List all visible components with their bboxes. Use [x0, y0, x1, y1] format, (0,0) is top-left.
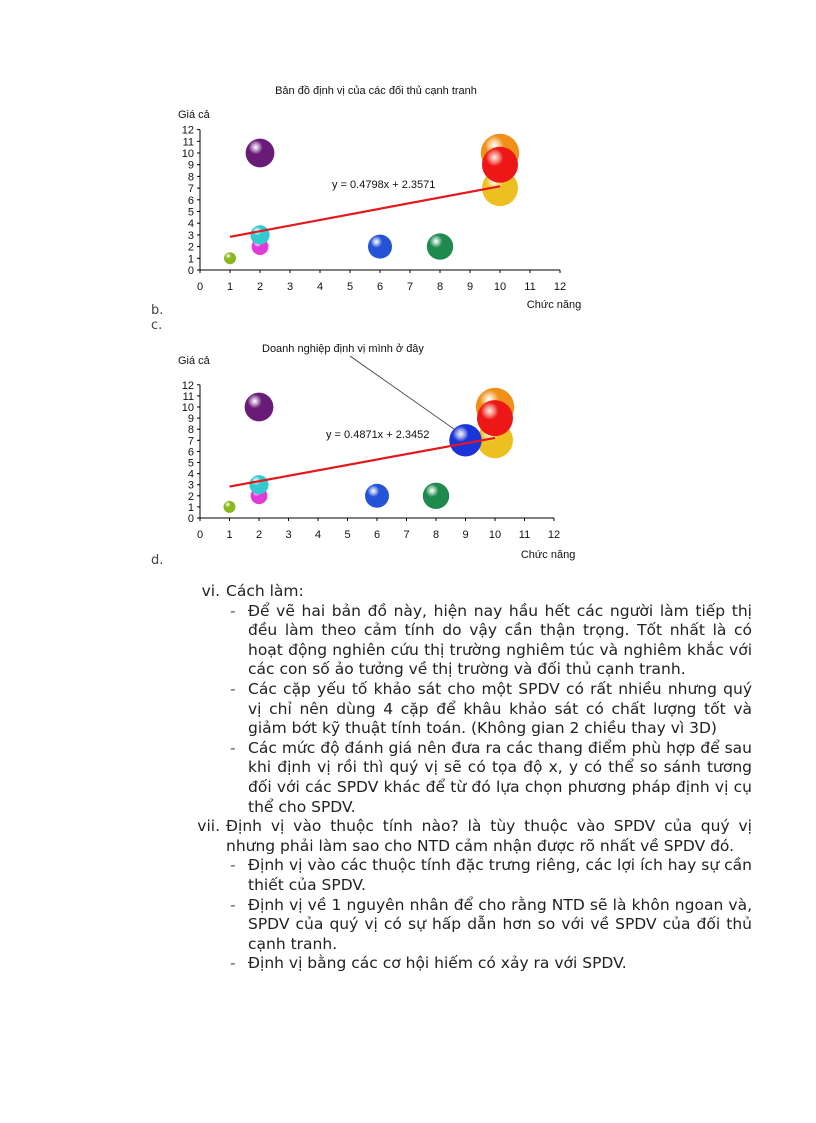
y-tick-label: 8: [187, 171, 194, 184]
positioning-chart-d: [150, 338, 610, 568]
bubble-blue: [368, 235, 392, 259]
x-tick-label: 2: [256, 281, 264, 293]
annotation-label: Doanh nghiệp định vị mình ở đây: [262, 343, 424, 355]
y-tick-label: 0: [187, 513, 194, 525]
x-tick-label: 3: [286, 281, 294, 293]
y-tick-label: 10: [181, 402, 194, 414]
x-axis-label: Chức năng: [520, 549, 576, 561]
chart-title: Bản đồ định vị của các đối thủ cạnh tranh: [275, 85, 477, 97]
label-d: d.: [151, 553, 164, 568]
bubble-cyan: [249, 475, 268, 494]
list-item-text: Các mức độ đánh giá nên đưa ra các thang điểm phù hợp để sau khi định vị rồi thì quý vị sẽ có tọa độ x, y có thể so sánh tương đối với các SPDV khác để từ đó lựa chọn phương pháp định vị cụ thể cho SPDV.: [248, 738, 752, 816]
list-item-text: Định vị vào các thuộc tính đặc trưng riêng, các lợi ích hay sự cần thiết của SPDV.: [248, 856, 752, 894]
list-item: - Định vị về 1 nguyên nhân để cho rằng NTD sẽ là khôn ngoan và, SPDV của quý vị có sự hấp dẫn hơn so với về SPDV của đối thủ cạnh tranh.: [230, 895, 752, 953]
list-item: - Định vị vào các thuộc tính đặc trưng riêng, các lợi ích hay sự cần thiết của SPDV.: [230, 856, 752, 894]
x-tick-label: 1: [226, 529, 233, 541]
y-tick-label: 11: [182, 136, 194, 149]
x-tick-label: 8: [436, 281, 444, 293]
x-tick-label: 12: [547, 529, 561, 541]
item-title: Cách làm:: [226, 582, 304, 600]
label-b: b.: [151, 303, 164, 318]
trendline-equation: y = 0.4798x + 2.3571: [332, 179, 436, 191]
x-tick-label: 6: [376, 281, 384, 293]
x-tick-label: 9: [462, 529, 469, 541]
y-tick-label: 3: [187, 229, 194, 242]
x-tick-label: 4: [316, 281, 324, 293]
y-tick-label: 8: [187, 424, 194, 437]
bubble-green-small: [224, 501, 236, 513]
x-tick-label: 3: [285, 529, 292, 541]
list-item-text: Định vị bằng các cơ hội hiếm có xảy ra với SPDV.: [248, 954, 627, 973]
y-axis-label: Giá cả: [178, 109, 210, 121]
trendline: [230, 186, 500, 237]
y-tick-label: 12: [181, 124, 194, 137]
x-tick-label: 11: [524, 281, 536, 293]
bubble-blue: [365, 484, 389, 508]
y-tick-label: 2: [187, 241, 194, 254]
x-tick-label: 0: [196, 281, 204, 293]
trendline: [230, 438, 496, 487]
instructions-section: [192, 582, 752, 974]
bubble-red: [477, 400, 513, 436]
list-item: - Các cặp yếu tố khảo sát cho một SPDV có rất nhiều nhưng quý vị chỉ nên dùng 4 cặp để khâu khảo sát có chất lượng tốt và giảm bớt kỹ thuật tính toán. (Không gian 2 chiều thay vì 3D): [230, 679, 752, 738]
x-tick-label: 7: [403, 529, 410, 541]
y-tick-label: 11: [182, 390, 194, 403]
y-tick-label: 0: [187, 265, 194, 277]
x-tick-label: 1: [226, 281, 234, 293]
item-vi: [192, 582, 752, 602]
x-tick-label: 7: [406, 281, 414, 293]
x-axis-label: Chức năng: [526, 299, 582, 311]
y-tick-label: 4: [187, 218, 194, 231]
x-tick-label: 11: [518, 529, 531, 541]
y-tick-label: 3: [187, 479, 194, 492]
x-tick-label: 10: [488, 529, 502, 541]
y-tick-label: 4: [187, 468, 194, 481]
x-tick-label: 2: [255, 529, 263, 541]
annotation-pointer: [350, 356, 462, 434]
x-tick-label: 6: [373, 529, 381, 541]
item-title: Định vị vào thuộc tính nào? là tùy thuộc vào SPDV của quý vị nhưng phải làm sao cho NTD cảm nhận được rõ nhất về SPDV đó.: [226, 817, 752, 855]
list-item-text: Để vẽ hai bản đồ này, hiện nay hầu hết các người làm tiếp thị đều làm theo cảm tính do vậy cần thận trọng. Tốt nhất là có hoạt động nghiên cứu thị trường nghiêm túc và nghiêm khắc với các con số ảo tưởng về thị trường và đối thủ cạnh tranh.: [248, 601, 752, 679]
y-tick-label: 6: [187, 194, 194, 207]
x-tick-label: 5: [346, 281, 354, 293]
bubble-red: [482, 147, 518, 183]
y-tick-label: 6: [187, 446, 194, 459]
y-tick-label: 9: [187, 413, 194, 426]
bubble-purple: [246, 139, 275, 168]
list-item-text: Các cặp yếu tố khảo sát cho một SPDV có rất nhiều nhưng quý vị chỉ nên dùng 4 cặp để khâu khảo sát có chất lượng tốt và giảm bớt kỹ thuật tính toán. (Không gian 2 chiều thay vì 3D): [248, 679, 752, 738]
y-tick-label: 1: [187, 501, 194, 514]
y-tick-label: 5: [187, 206, 194, 219]
positioning-chart-b: [150, 80, 610, 320]
y-axis-label: Giá cả: [178, 355, 210, 367]
list-item: - Các mức độ đánh giá nên đưa ra các thang điểm phù hợp để sau khi định vị rồi thì quý vị sẽ có tọa độ x, y có thể so sánh tương đối với các SPDV khác để từ đó lựa chọn phương pháp định vị cụ thể cho SPDV.: [230, 738, 752, 816]
x-tick-label: 4: [314, 529, 322, 541]
bubble-purple: [245, 393, 274, 422]
y-tick-label: 9: [187, 159, 194, 172]
trendline-equation: y = 0.4871x + 2.3452: [326, 429, 430, 441]
list-item: - Định vị bằng các cơ hội hiếm có xảy ra với SPDV.: [230, 954, 627, 973]
bubble-dark-green: [423, 483, 449, 509]
bubble-cyan: [250, 225, 269, 244]
item-number: vii.: [197, 817, 220, 836]
bubble-dark-green: [427, 233, 453, 259]
list-item: - Để vẽ hai bản đồ này, hiện nay hầu hết các người làm tiếp thị đều làm theo cảm tính do vậy cần thận trọng. Tốt nhất là có hoạt động nghiên cứu thị trường nghiêm túc và nghiêm khắc với các con số ảo tưởng về thị trường và đối thủ cạnh tranh.: [230, 601, 752, 679]
list-item-text: Định vị về 1 nguyên nhân để cho rằng NTD sẽ là khôn ngoan và, SPDV của quý vị có sự hấp dẫn hơn so với về SPDV của đối thủ cạnh tranh.: [248, 895, 752, 953]
y-tick-label: 1: [187, 253, 194, 266]
x-tick-label: 8: [432, 529, 440, 541]
x-tick-label: 12: [553, 281, 567, 293]
y-tick-label: 10: [181, 148, 194, 160]
y-tick-label: 12: [181, 379, 194, 392]
x-tick-label: 9: [466, 281, 474, 293]
x-tick-label: 5: [344, 529, 351, 541]
y-tick-label: 2: [187, 490, 194, 503]
y-tick-label: 7: [187, 435, 194, 448]
item-vii: [192, 817, 752, 856]
label-c: c.: [151, 318, 163, 333]
x-tick-label: 10: [493, 281, 507, 293]
y-tick-label: 7: [187, 183, 194, 196]
y-tick-label: 5: [187, 457, 194, 470]
item-number: vi.: [201, 582, 220, 600]
bubble-green-small: [224, 252, 236, 264]
x-tick-label: 0: [196, 529, 204, 541]
